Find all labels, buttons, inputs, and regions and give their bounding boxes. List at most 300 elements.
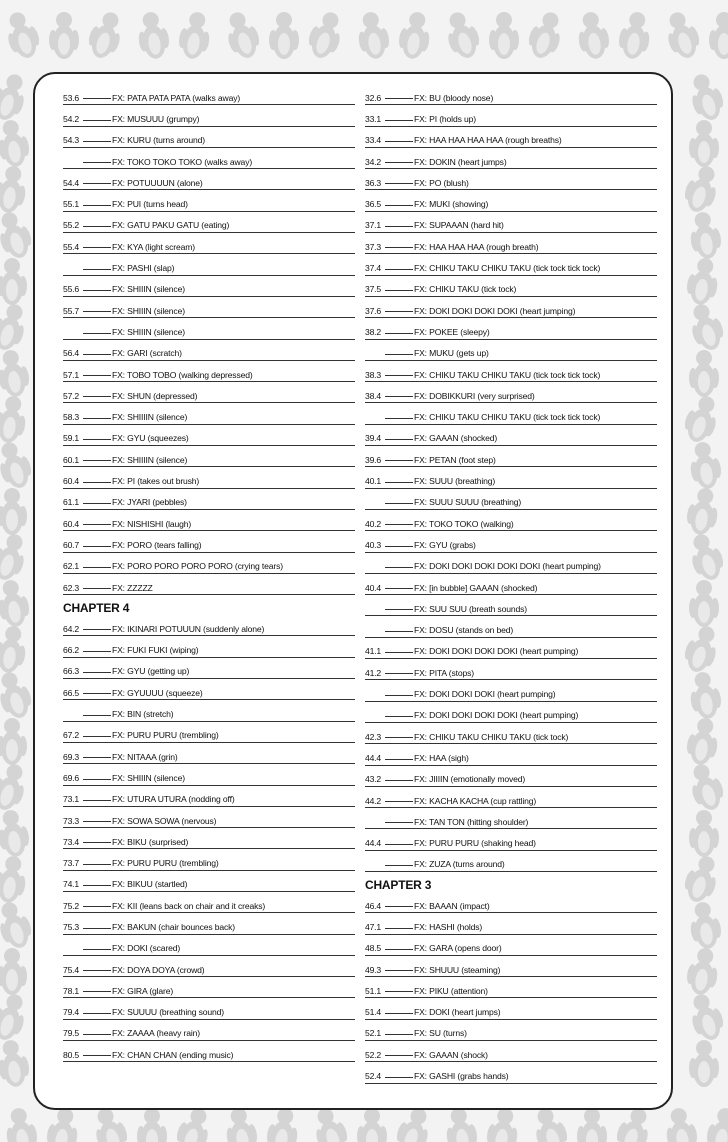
penguin-icon: [3, 1106, 40, 1142]
leader-line: [385, 780, 413, 781]
penguin-icon: [687, 670, 724, 721]
fx-entry-row: [63, 892, 355, 913]
leader-line: [83, 757, 111, 758]
leader-line: [385, 524, 413, 525]
leader-line: [83, 183, 111, 184]
penguin-icon: [0, 394, 29, 445]
fx-entry-row: [63, 531, 355, 552]
penguin-icon: [0, 760, 31, 814]
page-number: 37.4: [365, 263, 381, 274]
right-column: [365, 84, 657, 1084]
leader-line: [83, 226, 111, 227]
fx-translation: FX: POTUUUUN (alone): [112, 177, 203, 188]
fx-translation: FX: PETAN (foot step): [414, 454, 496, 465]
page-number: 57.1: [63, 369, 79, 380]
fx-translation: FX: BIKUU (startled): [112, 879, 188, 890]
fx-entry-row: [365, 489, 657, 510]
fx-entry-row: [365, 595, 657, 616]
fx-entry-row: [63, 361, 355, 382]
leader-line: [385, 652, 413, 653]
page-number: 51.4: [365, 1007, 381, 1018]
leader-line: [83, 842, 111, 843]
fx-entry-row: [365, 425, 657, 446]
penguin-icon: [484, 1106, 521, 1142]
page-number: 37.5: [365, 284, 381, 295]
fx-translation: FX: PO (blush): [414, 177, 469, 188]
leader-line: [83, 970, 111, 971]
leader-line: [83, 588, 111, 589]
fx-translation: FX: SUUU (breathing): [414, 476, 496, 487]
fx-translation: FX: TOKO TOKO TOKO (walks away): [112, 156, 253, 167]
page-number: 33.4: [365, 135, 381, 146]
fx-translation: FX: FUKI FUKI (wiping): [112, 645, 199, 656]
fx-entry-row: [365, 956, 657, 977]
fx-translation: FX: PI (takes out brush): [112, 476, 200, 487]
penguin-icon: [685, 70, 728, 124]
fx-translation: FX: DOKI DOKI DOKI DOKI DOKI (heart pumping): [414, 561, 601, 572]
fx-translation: FX: TAN TON (hitting shoulder): [414, 816, 529, 827]
fx-entry-row: [63, 913, 355, 934]
fx-entry-row: [365, 510, 657, 531]
fx-translation: FX: TOBO TOBO (walking depressed): [112, 369, 253, 380]
fx-entry-row: [63, 318, 355, 339]
penguin-icon: [0, 438, 36, 492]
leader-line: [385, 311, 413, 312]
leader-line: [83, 991, 111, 992]
page-number: 69.3: [63, 751, 79, 762]
penguin-icon: [0, 164, 29, 215]
fx-entry-row: [365, 297, 657, 318]
leader-line: [83, 800, 111, 801]
fx-translation: FX: CHAN CHAN (ending music): [112, 1049, 234, 1060]
fx-entry-row: [365, 851, 657, 872]
penguin-icon: [0, 530, 31, 584]
fx-translation: FX: HAA HAA HAA (rough breath): [414, 241, 539, 252]
leader-line: [385, 1077, 413, 1078]
leader-line: [385, 609, 413, 610]
penguin-icon: [44, 1106, 81, 1142]
page-number: 66.2: [63, 645, 79, 656]
penguin-icon: [684, 256, 721, 307]
leader-line: [83, 141, 111, 142]
page-number: 51.1: [365, 985, 381, 996]
leader-line: [83, 693, 111, 694]
penguin-icon: [355, 10, 392, 61]
page-number: 54.2: [63, 114, 79, 124]
fx-entry-row: [365, 723, 657, 744]
fx-translation: FX: HAA (sigh): [414, 752, 469, 763]
fx-translation: FX: BIN (stretch): [112, 709, 174, 720]
leader-line: [83, 375, 111, 376]
fx-entry-row: [63, 700, 355, 721]
fx-translation: FX: SUU SUU (breath sounds): [414, 603, 527, 614]
fx-entry-row: [365, 702, 657, 723]
leader-line: [83, 672, 111, 673]
fx-translation: FX: PASHI (slap): [112, 263, 175, 274]
fx-entry-row: [365, 935, 657, 956]
page-number: 73.1: [63, 794, 79, 805]
fx-entry-row: [365, 403, 657, 424]
leader-line: [385, 928, 413, 929]
page-number: 54.4: [63, 177, 79, 188]
fx-entry-row: [63, 105, 355, 126]
fx-translation: FX: GATU PAKU GATU (eating): [112, 220, 230, 231]
leader-line: [385, 546, 413, 547]
leader-line: [83, 98, 111, 99]
fx-translation: FX: DOYA DOYA (crowd): [112, 964, 205, 975]
fx-translation: FX: ZAAAA (heavy rain): [112, 1028, 200, 1039]
page-number: 47.1: [365, 921, 381, 932]
page-number: 73.3: [63, 815, 79, 826]
fx-entry-row: [365, 84, 657, 105]
fx-entry-row: [365, 382, 657, 403]
penguin-icon: [0, 300, 31, 354]
fx-entry-row: [63, 786, 355, 807]
fx-translation: FX: SHIIIN (silence): [112, 772, 185, 783]
page-number: 37.3: [365, 241, 381, 252]
fx-entry-row: [63, 636, 355, 657]
penguin-icon: [709, 12, 728, 59]
fx-translation: FX: [in bubble] GAAAN (shocked): [414, 582, 538, 593]
fx-translation: FX: GAAAN (shocked): [414, 433, 498, 444]
page-number: 32.6: [365, 92, 381, 103]
penguin-icon: [137, 1108, 167, 1142]
leader-line: [385, 375, 413, 376]
leader-line: [385, 269, 413, 270]
page-number: 41.1: [365, 646, 381, 657]
fx-entry-row: [63, 998, 355, 1019]
penguin-icon: [396, 10, 433, 61]
fx-translation: FX: DOKI DOKI DOKI DOKI (heart pumping): [414, 710, 579, 721]
fx-translation: FX: BAKUN (chair bounces back): [112, 921, 236, 932]
fx-entry-row: [63, 977, 355, 998]
fx-translation: FX: SHIIIIN (silence): [112, 454, 188, 465]
fx-translation: FX: BIKU (surprised): [112, 836, 189, 847]
penguin-icon: [685, 990, 728, 1044]
page-number: 62.1: [63, 561, 79, 572]
penguin-icon: [0, 70, 31, 124]
page-number: 62.3: [63, 582, 79, 593]
page-number: 80.5: [63, 1049, 79, 1060]
page-number: 46.4: [365, 900, 381, 911]
leader-line: [385, 162, 413, 163]
penguin-icon: [264, 1106, 301, 1142]
leader-line: [83, 864, 111, 865]
page-number: 37.1: [365, 220, 381, 231]
page-number: 40.4: [365, 582, 381, 593]
leader-line: [83, 205, 111, 206]
fx-entry-row: [63, 658, 355, 679]
fx-translation: FX: DOSU (stands on bed): [414, 625, 514, 636]
penguin-icon: [684, 946, 721, 997]
fx-entry-row: [365, 977, 657, 998]
leader-line: [83, 885, 111, 886]
fx-translation: FX: PI (holds up): [414, 114, 476, 124]
fx-entry-row: [63, 233, 355, 254]
fx-entry-row: [63, 297, 355, 318]
fx-entry-row: [365, 616, 657, 637]
fx-entry-row: [63, 340, 355, 361]
fx-entry-row: [365, 276, 657, 297]
page-number: 41.2: [365, 667, 381, 678]
fx-entry-row: [365, 808, 657, 829]
chapter-heading: CHAPTER 3: [365, 877, 432, 892]
penguin-icon: [441, 8, 484, 62]
fx-translation: FX: GARA (opens door): [414, 943, 502, 954]
page-number: 55.6: [63, 284, 79, 295]
fx-entry-row: [63, 190, 355, 211]
page-number: 40.1: [365, 476, 381, 487]
fx-entry-row: [63, 1020, 355, 1041]
fx-translation: FX: DOKIN (heart jumps): [414, 156, 507, 167]
fx-translation: FX: DOKI DOKI DOKI DOKI (heart jumping): [414, 305, 576, 316]
fx-translation: FX: ZUZA (turns around): [414, 859, 505, 870]
leader-line: [385, 844, 413, 845]
page-number: 69.6: [63, 772, 79, 783]
fx-translation: FX: CHIKU TAKU CHIKU TAKU (tick tock tick tock): [414, 412, 601, 423]
fx-translation: FX: SHIIIIN (silence): [112, 412, 188, 423]
fx-entry-row: [63, 679, 355, 700]
penguin-icon: [680, 622, 723, 676]
fx-entry-row: [63, 1041, 355, 1062]
leader-line: [385, 673, 413, 674]
leader-line: [83, 629, 111, 630]
page-number: 38.4: [365, 390, 381, 401]
penguin-icon: [0, 718, 27, 765]
page-number: 55.1: [63, 199, 79, 210]
fx-entry-row: [365, 574, 657, 595]
fx-translation: FX: UTURA UTURA (nodding off): [112, 794, 235, 805]
fx-entry-row: [365, 340, 657, 361]
fx-entry-row: [365, 913, 657, 934]
leader-line: [83, 503, 111, 504]
penguin-icon: [489, 12, 519, 59]
fx-translation: FX: DOBIKKURI (very surprised): [414, 390, 535, 401]
page-number: 39.6: [365, 454, 381, 465]
leader-line: [385, 141, 413, 142]
leader-line: [385, 439, 413, 440]
leader-line: [385, 354, 413, 355]
leader-line: [385, 503, 413, 504]
fx-translation: FX: PUI (turns head): [112, 199, 188, 210]
leader-line: [385, 906, 413, 907]
page-number: 55.2: [63, 220, 79, 231]
fx-translation: FX: PATA PATA PATA (walks away): [112, 92, 241, 103]
page-number: 44.2: [365, 795, 381, 806]
page-number: 79.5: [63, 1028, 79, 1039]
penguin-icon: [687, 210, 724, 261]
page-number: 52.4: [365, 1071, 381, 1082]
leader-line: [83, 418, 111, 419]
fx-entry-row: [63, 807, 355, 828]
leader-line: [385, 949, 413, 950]
penguin-icon: [0, 348, 32, 399]
fx-translation: FX: GIRA (glare): [112, 985, 174, 996]
page-number: 54.3: [63, 135, 79, 146]
leader-line: [83, 949, 111, 950]
leader-line: [385, 991, 413, 992]
leader-line: [83, 354, 111, 355]
page-number: 55.7: [63, 305, 79, 316]
fx-entry-row: [365, 998, 657, 1019]
fx-translation: FX: GYU (grabs): [414, 539, 476, 550]
page-number: 66.3: [63, 666, 79, 677]
page-number: 58.3: [63, 412, 79, 423]
fx-entry-row: [365, 467, 657, 488]
fx-entry-row: [365, 190, 657, 211]
page-number: 40.2: [365, 518, 381, 529]
fx-translation: FX: SOWA SOWA (nervous): [112, 815, 217, 826]
page-number: 79.4: [63, 1007, 79, 1018]
page-number: 75.4: [63, 964, 79, 975]
page-number: 61.1: [63, 497, 79, 508]
penguin-icon: [84, 8, 127, 62]
penguin-icon: [663, 1106, 700, 1142]
leader-line: [83, 779, 111, 780]
fx-translation: FX: SU (turns): [414, 1028, 467, 1039]
fx-entry-row: [63, 956, 355, 977]
fx-entry-row: [365, 361, 657, 382]
page-number: 60.1: [63, 454, 79, 465]
fx-translation: FX: GYU (squeezes): [112, 433, 189, 444]
page-number: 42.3: [365, 731, 381, 742]
fx-entry-row: [365, 892, 657, 913]
penguin-icon: [0, 990, 31, 1044]
page-number: 48.5: [365, 943, 381, 954]
fx-translation: FX: TOKO TOKO (walking): [414, 518, 514, 529]
page-number: 75.3: [63, 921, 79, 932]
fx-translation: FX: DOKI DOKI DOKI DOKI (heart pumping): [414, 646, 579, 657]
penguin-icon: [0, 578, 32, 629]
page-number: 60.4: [63, 518, 79, 529]
leader-line: [385, 695, 413, 696]
page-number: 52.2: [365, 1049, 381, 1060]
penguin-icon: [1, 8, 44, 62]
penguin-icon: [0, 948, 27, 995]
fx-translation: FX: GYUUUU (squeeze): [112, 687, 203, 698]
page-number: 44.4: [365, 752, 381, 763]
leader-line: [385, 333, 413, 334]
leader-line: [385, 865, 413, 866]
page-number: 73.4: [63, 836, 79, 847]
page-number: 44.4: [365, 838, 381, 849]
fx-entry-row: [63, 615, 355, 636]
leader-line: [83, 460, 111, 461]
leader-line: [83, 1013, 111, 1014]
fx-translation: FX: GASHI (grabs hands): [414, 1071, 509, 1082]
penguin-icon: [689, 580, 719, 627]
page-number: 38.3: [365, 369, 381, 380]
fx-entry-row: [63, 849, 355, 870]
fx-entry-row: [365, 148, 657, 169]
leader-line: [385, 567, 413, 568]
fx-translation: FX: NITAAA (grin): [112, 751, 178, 762]
fx-entry-row: [365, 638, 657, 659]
fx-entry-row: [63, 828, 355, 849]
fx-translation: FX: PORO (tears falling): [112, 539, 202, 550]
penguin-icon: [689, 120, 719, 167]
leader-line: [83, 439, 111, 440]
leader-line: [83, 1034, 111, 1035]
leader-line: [83, 906, 111, 907]
fx-translation: FX: KYA (light scream): [112, 241, 195, 252]
fx-translation: FX: BAAAN (impact): [414, 900, 490, 911]
fx-translation: FX: SHIIIN (silence): [112, 326, 185, 337]
penguin-icon: [221, 8, 264, 62]
fx-translation: FX: MUKI (showing): [414, 199, 489, 210]
penguin-icon: [0, 118, 32, 169]
page-number: 57.2: [63, 390, 79, 401]
fx-entry-row: [63, 489, 355, 510]
fx-translation: FX: POKEE (sleepy): [414, 326, 490, 337]
fx-entry-row: [365, 1020, 657, 1041]
penguin-icon: [0, 898, 36, 952]
fx-entry-row: [63, 276, 355, 297]
fx-translation: FX: HASHI (holds): [414, 921, 483, 932]
penguin-icon: [687, 900, 724, 951]
leader-line: [83, 715, 111, 716]
fx-translation: FX: GAAAN (shock): [414, 1049, 488, 1060]
page-number: 33.1: [365, 114, 381, 124]
penguin-icon: [689, 350, 719, 397]
penguin-icon: [269, 12, 299, 59]
leader-line: [83, 247, 111, 248]
fx-entry-row: [63, 169, 355, 190]
penguin-icon: [661, 8, 704, 62]
penguin-icon: [684, 716, 721, 767]
fx-translation: FX: GARI (scratch): [112, 348, 182, 359]
penguin-icon: [176, 10, 213, 61]
page-number: 67.2: [63, 730, 79, 741]
penguin-icon: [616, 10, 653, 61]
fx-entry-row: [63, 84, 355, 105]
page-number: 73.7: [63, 858, 79, 869]
page-number: 40.3: [365, 539, 381, 550]
leader-line: [83, 546, 111, 547]
fx-entry-row: [365, 680, 657, 701]
penguin-icon: [685, 300, 728, 354]
penguin-icon: [524, 8, 567, 62]
fx-entry-row: [63, 871, 355, 892]
penguin-icon: [575, 10, 612, 61]
leader-line: [83, 928, 111, 929]
fx-translation: FX: SUPAAAN (hard hit): [414, 220, 504, 231]
fx-entry-row: [365, 318, 657, 339]
leader-line: [385, 226, 413, 227]
fx-entry-row: [365, 766, 657, 787]
page-number: 60.7: [63, 539, 79, 550]
fx-entry-row: [365, 169, 657, 190]
leader-line: [385, 588, 413, 589]
page-number: 59.1: [63, 433, 79, 444]
leader-line: [385, 1055, 413, 1056]
fx-translation: FX: BU (bloody nose): [414, 92, 494, 103]
fx-entry-row: [63, 212, 355, 233]
fx-translation: FX: KII (leans back on chair and it creaks): [112, 900, 266, 911]
page-number: 75.2: [63, 900, 79, 911]
page-number: 74.1: [63, 879, 79, 890]
leader-line: [385, 970, 413, 971]
penguin-icon: [685, 760, 728, 814]
penguin-icon: [49, 12, 79, 59]
fx-entry-row: [365, 1041, 657, 1062]
fx-translation: FX: CHIKU TAKU CHIKU TAKU (tick tock tick tock): [414, 263, 601, 274]
fx-translation: FX: PURU PURU (trembling): [112, 730, 219, 741]
page-number: 60.4: [63, 476, 79, 487]
fx-translation: FX: SHIIIN (silence): [112, 284, 185, 295]
fx-translation: FX: MUKU (gets up): [414, 348, 489, 359]
fx-entry-row: [365, 105, 657, 126]
